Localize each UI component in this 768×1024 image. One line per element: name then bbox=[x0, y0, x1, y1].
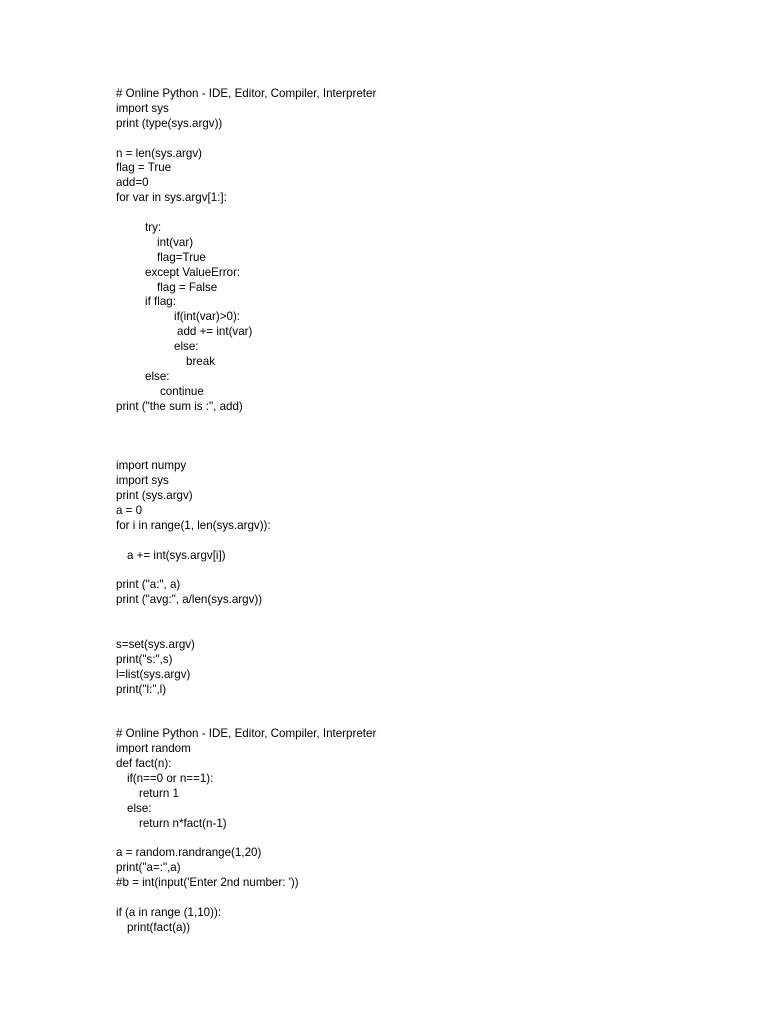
code-line: s=set(sys.argv) bbox=[116, 637, 195, 651]
code-line: break bbox=[186, 355, 216, 369]
code-line: if(int(var)>0): bbox=[174, 310, 241, 324]
code-line: flag=True bbox=[157, 250, 206, 264]
code-line: print (sys.argv) bbox=[116, 489, 193, 503]
code-line: print (type(sys.argv)) bbox=[116, 116, 223, 130]
code-line: except ValueError: bbox=[145, 265, 241, 279]
code-line: def fact(n): bbox=[116, 757, 172, 771]
code-line: print(fact(a)) bbox=[127, 920, 191, 934]
code-line: flag = True bbox=[116, 161, 172, 175]
code-line: for i in range(1, len(sys.argv)): bbox=[116, 518, 271, 532]
blank-line bbox=[116, 132, 736, 147]
code-line: print ("the sum is :", add) bbox=[116, 399, 243, 413]
code-line: a = random.randrange(1,20) bbox=[116, 846, 262, 860]
blank-line bbox=[116, 832, 736, 847]
code-line: for var in sys.argv[1:]: bbox=[116, 191, 227, 205]
code-line: return 1 bbox=[139, 786, 179, 800]
code-line: import numpy bbox=[116, 459, 187, 473]
code-line: if flag: bbox=[145, 295, 176, 309]
blank-line bbox=[116, 564, 736, 579]
blank-line bbox=[116, 623, 736, 638]
blank-line bbox=[116, 429, 736, 444]
code-line: else: bbox=[145, 369, 170, 383]
code-line: int(var) bbox=[157, 235, 194, 249]
code-line: return n*fact(n-1) bbox=[139, 816, 227, 830]
code-line: else: bbox=[174, 340, 199, 354]
code-line: print ("avg:", a/len(sys.argv)) bbox=[116, 593, 263, 607]
blank-line bbox=[116, 712, 736, 727]
code-line: else: bbox=[127, 801, 152, 815]
code-line: flag = False bbox=[157, 280, 218, 294]
blank-line bbox=[116, 608, 736, 623]
code-line: # Online Python - IDE, Editor, Compiler, Interpreter bbox=[116, 727, 377, 741]
code-line: add=0 bbox=[116, 176, 149, 190]
blank-line bbox=[116, 206, 736, 221]
blank-line bbox=[116, 444, 736, 459]
blank-line bbox=[116, 891, 736, 906]
code-line: #b = int(input('Enter 2nd number: ')) bbox=[116, 876, 299, 890]
blank-line bbox=[116, 534, 736, 549]
code-line: add += int(var) bbox=[177, 325, 253, 339]
code-line: # Online Python - IDE, Editor, Compiler, Interpreter bbox=[116, 87, 377, 100]
code-line: print ("a:", a) bbox=[116, 578, 181, 592]
code-line: import random bbox=[116, 742, 191, 756]
code-line: continue bbox=[160, 384, 204, 398]
code-listing bbox=[116, 87, 736, 936]
code-line: n = len(sys.argv) bbox=[116, 146, 203, 160]
blank-line bbox=[116, 698, 736, 713]
code-line: a = 0 bbox=[116, 503, 143, 517]
code-line: if(n==0 or n==1): bbox=[127, 771, 214, 785]
code-line: print("a=:",a) bbox=[116, 861, 181, 875]
code-line: try: bbox=[145, 221, 162, 235]
code-line: if (a in range (1,10)): bbox=[116, 905, 222, 919]
code-line: print("s:",s) bbox=[116, 652, 173, 666]
code-line: import sys bbox=[116, 474, 169, 488]
blank-line bbox=[116, 415, 736, 430]
code-line: a += int(sys.argv[i]) bbox=[127, 548, 226, 562]
code-line: print("l:",l) bbox=[116, 682, 167, 696]
code-line: l=list(sys.argv) bbox=[116, 667, 191, 681]
code-line: import sys bbox=[116, 101, 169, 115]
